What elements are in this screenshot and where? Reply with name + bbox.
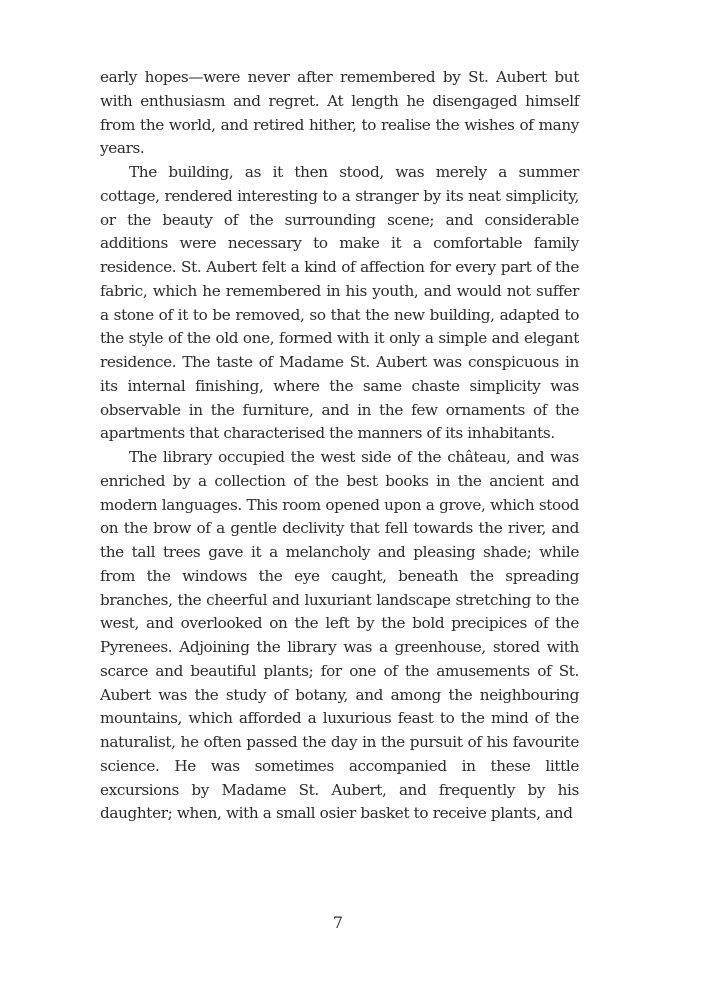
paragraph-library: The library occupied the west side of the château, and was enriched by a collection of the best books in the ancient and modern languages. This room opened upon a grove, which stood on the brow of a gentle declivity that fell towards the river, and the tall trees gave it a melancholy and pleasing shade; while from the windows the eye caught, beneath the spreading branches, the cheerful and luxuriant landscape stretching to the west, and overlooked on the left by the bold precipices of the Pyrenees. Adjoining the library was a greenhouse, stored with scarce and beautiful plants; for one of the amusements of St. Aubert was the study of botany, and among the neighbouring mountains, which afforded a luxurious feast to the mind of the naturalist, he often passed the day in the pursuit of his favourite science. He was sometimes accompanied in these little excursions by Madame St. Aubert, and frequently by his daughter; when, with a small osier basket to receive plants, and [100, 448, 579, 823]
page-number: 7 [332, 913, 344, 932]
paragraph-continuation: early hopes—were never after remembered by St. Aubert but with enthusiasm and regret. At length he disengaged himself from the world, and retired hither, to realise the wishes of many years. [100, 68, 579, 158]
paragraph-building: The building, as it then stood, was merely a summer cottage, rendered interesting to a stranger by its neat simplicity, or the beauty of the surrounding scene; and considerable additions were necessary to make it a comfortable family residence. St. Aubert felt a kind of affection for every part of the fabric, which he remembered in his youth, and would not suffer a stone of it to be removed, so that the new building, adapted to the style of the old one, formed with it only a simple and elegant residence. The taste of Madame St. Aubert was conspicuous in its internal finishing, where the same chaste simplicity was observable in the furniture, and in the few ornaments of the apartments that characterised the manners of its inhabitants. [100, 163, 579, 443]
body-text [100, 66, 579, 826]
